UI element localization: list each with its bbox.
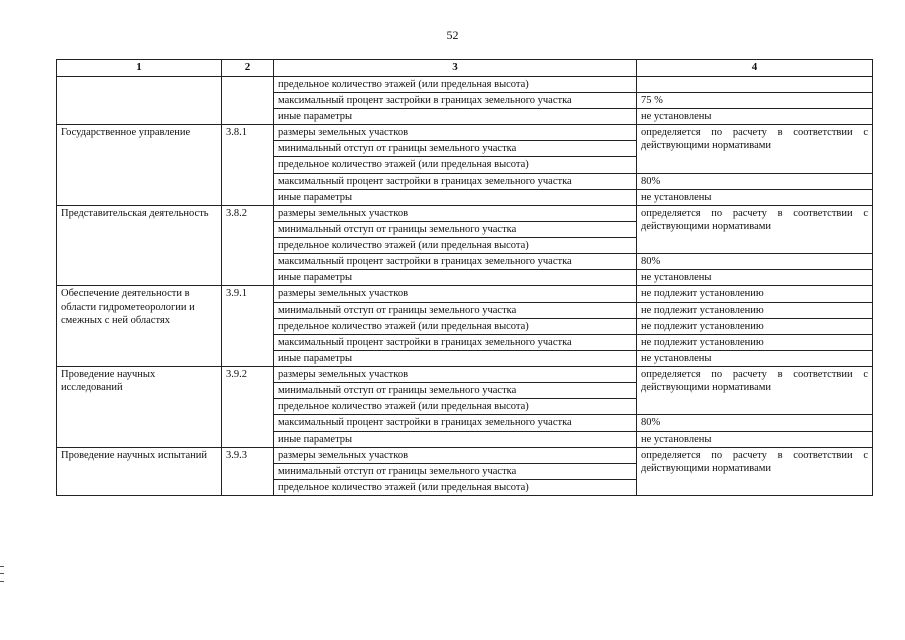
parameter-cell: максимальный процент застройки в границах земельного участка — [274, 173, 637, 189]
parameter-cell: иные параметры — [274, 109, 637, 125]
parameter-cell: предельное количество этажей (или предельная высота) — [274, 238, 637, 254]
parameter-cell: иные параметры — [274, 350, 637, 366]
parameter-cell: размеры земельных участков — [274, 205, 637, 221]
parameter-cell: минимальный отступ от границы земельного участка — [274, 221, 637, 237]
parameter-cell: иные параметры — [274, 189, 637, 205]
parameter-cell: максимальный процент застройки в границах земельного участка — [274, 334, 637, 350]
value-cell: не установлены — [637, 109, 873, 125]
activity-code-cell: 3.9.3 — [222, 447, 274, 495]
margin-scan-mark — [0, 566, 4, 582]
value-cell: определяется по расчету в соответствии с действующими нормативами — [637, 367, 873, 415]
header-col-1: 1 — [57, 60, 222, 77]
activity-name-cell: Проведение научных исследований — [57, 367, 222, 448]
value-cell — [637, 76, 873, 92]
parameter-cell: предельное количество этажей (или предельная высота) — [274, 157, 637, 173]
value-cell: не установлены — [637, 350, 873, 366]
activity-code-cell: 3.9.2 — [222, 367, 274, 448]
value-cell: не установлены — [637, 270, 873, 286]
table-row — [57, 367, 873, 383]
parameter-cell: минимальный отступ от границы земельного участка — [274, 463, 637, 479]
parameter-cell: минимальный отступ от границы земельного участка — [274, 141, 637, 157]
value-cell: определяется по расчету в соответствии с действующими нормативами — [637, 125, 873, 173]
activity-code-cell: 3.8.2 — [222, 205, 274, 286]
table-row — [57, 125, 873, 141]
regulations-table — [56, 59, 873, 496]
parameter-cell: предельное количество этажей (или предельная высота) — [274, 479, 637, 495]
value-cell: не подлежит установлению — [637, 286, 873, 302]
activity-code-cell: 3.8.1 — [222, 125, 274, 206]
activity-code-cell: 3.9.1 — [222, 286, 274, 367]
parameter-cell: иные параметры — [274, 270, 637, 286]
value-cell: 80% — [637, 173, 873, 189]
value-cell: не установлены — [637, 189, 873, 205]
parameter-cell: размеры земельных участков — [274, 367, 637, 383]
value-cell: определяется по расчету в соответствии с действующими нормативами — [637, 447, 873, 495]
activity-name-cell: Обеспечение деятельности в области гидрометеорологии и смежных с ней областях — [57, 286, 222, 367]
parameter-cell: максимальный процент застройки в границах земельного участка — [274, 92, 637, 108]
value-cell: 80% — [637, 415, 873, 431]
value-cell: определяется по расчету в соответствии с действующими нормативами — [637, 205, 873, 253]
table-row — [57, 286, 873, 302]
table-row — [57, 447, 873, 463]
activity-name-cell: Государственное управление — [57, 125, 222, 206]
table-row — [57, 205, 873, 221]
header-col-3: 3 — [274, 60, 637, 77]
parameter-cell: размеры земельных участков — [274, 125, 637, 141]
activity-name-cell: Проведение научных испытаний — [57, 447, 222, 495]
table-header-row — [57, 60, 873, 77]
parameter-cell: иные параметры — [274, 431, 637, 447]
parameter-cell: максимальный процент застройки в границах земельного участка — [274, 254, 637, 270]
header-col-4: 4 — [637, 60, 873, 77]
parameter-cell: минимальный отступ от границы земельного участка — [274, 302, 637, 318]
parameter-cell: предельное количество этажей (или предельная высота) — [274, 399, 637, 415]
parameter-cell: минимальный отступ от границы земельного участка — [274, 383, 637, 399]
parameter-cell: предельное количество этажей (или предельная высота) — [274, 318, 637, 334]
parameter-cell: размеры земельных участков — [274, 447, 637, 463]
parameter-cell: размеры земельных участков — [274, 286, 637, 302]
value-cell: не подлежит установлению — [637, 302, 873, 318]
value-cell: 80% — [637, 254, 873, 270]
header-col-2: 2 — [222, 60, 274, 77]
value-cell: не установлены — [637, 431, 873, 447]
activity-code-cell — [222, 76, 274, 124]
parameter-cell: максимальный процент застройки в границах земельного участка — [274, 415, 637, 431]
activity-name-cell: Представительская деятельность — [57, 205, 222, 286]
value-cell: 75 % — [637, 92, 873, 108]
page-number: 52 — [446, 28, 459, 42]
activity-name-cell — [57, 76, 222, 124]
value-cell: не подлежит установлению — [637, 334, 873, 350]
parameter-cell: предельное количество этажей (или предельная высота) — [274, 76, 637, 92]
value-cell: не подлежит установлению — [637, 318, 873, 334]
table-row — [57, 76, 873, 92]
